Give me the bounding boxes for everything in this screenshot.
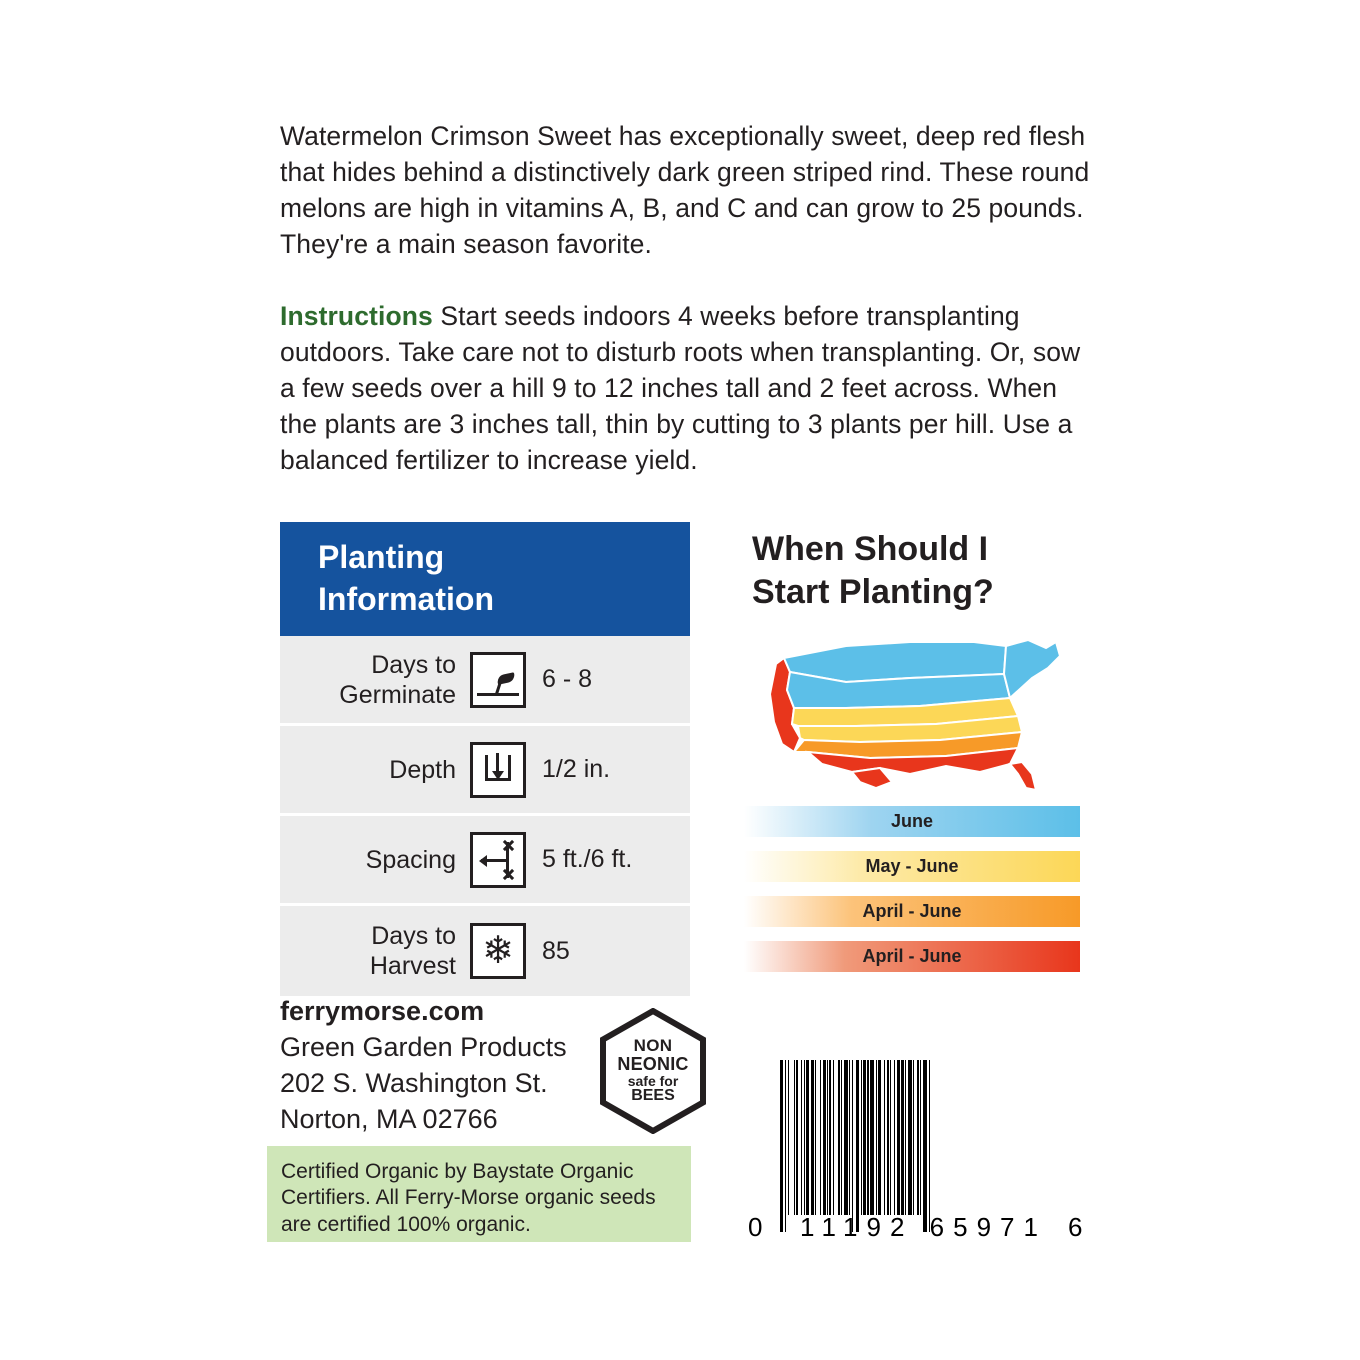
company-name: Green Garden Products xyxy=(280,1031,567,1062)
legend-row-zone-3 xyxy=(744,896,1080,927)
depth-arrow-icon xyxy=(470,742,526,798)
row-value: 5 ft./6 ft. xyxy=(542,845,633,874)
when-to-plant-title xyxy=(752,528,994,613)
row-label-line1: Depth xyxy=(389,755,456,784)
row-label xyxy=(280,921,470,981)
barcode xyxy=(748,1060,1088,1240)
planting-information-header xyxy=(280,522,690,636)
spacing-arrows-icon xyxy=(470,832,526,888)
barcode-bars xyxy=(780,1060,931,1215)
table-row xyxy=(280,906,690,996)
badge-line-4: BEES xyxy=(631,1087,675,1105)
row-label-line1: Spacing xyxy=(365,845,456,874)
barcode-middle-digits: 11192 65971 xyxy=(800,1212,1047,1242)
when-to-plant-title-line2: Start Planting? xyxy=(752,572,994,611)
row-label xyxy=(280,650,470,710)
planting-header-line1: Planting xyxy=(318,539,445,575)
row-label-line1: Days to xyxy=(371,922,456,951)
row-label-line1: Days to xyxy=(371,650,456,679)
barcode-right-digit: 6 xyxy=(1068,1212,1084,1242)
when-to-plant-title-line1: When Should I xyxy=(752,530,989,568)
row-label-line2: Germinate xyxy=(339,680,456,709)
planting-instructions xyxy=(280,298,1095,478)
badge-line-2: NEONIC xyxy=(617,1053,689,1074)
instructions-text: Start seeds indoors 4 weeks before transplanting outdoors. Take care not to disturb roots when transplanting. Or, sow a few seeds over a hill 9 to 12 inches tall and 2 feet across. When the plants are 3 inches tall, thin by cutting to 3 plants per hill. Use a balanced fertilizer to increase yield. xyxy=(280,301,1081,476)
product-description: Watermelon Crimson Sweet has exceptionally sweet, deep red flesh that hides behind a distinctively dark green striped rind. These round melons are high in vitamins A, B, and C and can grow to 25 pounds. They're a main season favorite. xyxy=(280,121,1090,260)
badge-line-1: NON xyxy=(633,1035,673,1055)
barcode-left-digit: 0 xyxy=(748,1212,764,1242)
row-label xyxy=(280,845,470,875)
legend-label: April - June xyxy=(862,901,962,921)
row-value: 6 - 8 xyxy=(542,665,593,694)
legend-row-zone-2 xyxy=(744,851,1080,882)
table-row xyxy=(280,816,690,906)
legend-row-zone-1 xyxy=(744,806,1080,837)
usa-planting-zone-map xyxy=(760,612,1080,792)
badge-line-3: safe for xyxy=(627,1072,679,1089)
organic-certification-note: Certified Organic by Baystate Organic Certifiers. All Ferry-Morse organic seeds are certified 100% organic. xyxy=(267,1146,691,1242)
table-row xyxy=(280,636,690,726)
seed-sprout-icon xyxy=(470,652,526,708)
planting-information-table xyxy=(280,522,690,996)
zone-legend xyxy=(744,806,1080,986)
row-value: 1/2 in. xyxy=(542,755,611,784)
legend-label: June xyxy=(890,811,933,831)
planting-header-line2: Information xyxy=(318,581,494,618)
legend-row-zone-4 xyxy=(744,941,1080,972)
website-url: ferrymorse.com xyxy=(280,996,485,1026)
row-label xyxy=(280,755,470,785)
flower-icon: ❄ xyxy=(470,923,526,979)
instructions-label: Instructions xyxy=(280,301,433,331)
legend-label: May - June xyxy=(865,856,959,876)
table-row xyxy=(280,726,690,816)
city-state-zip: Norton, MA 02766 xyxy=(280,1103,498,1134)
row-label-line2: Harvest xyxy=(369,952,456,981)
street-address: 202 S. Washington St. xyxy=(280,1067,548,1098)
non-neonic-badge xyxy=(598,1008,708,1134)
row-value: 85 xyxy=(542,936,570,965)
company-address xyxy=(280,994,567,1138)
legend-label: April - June xyxy=(862,946,962,966)
